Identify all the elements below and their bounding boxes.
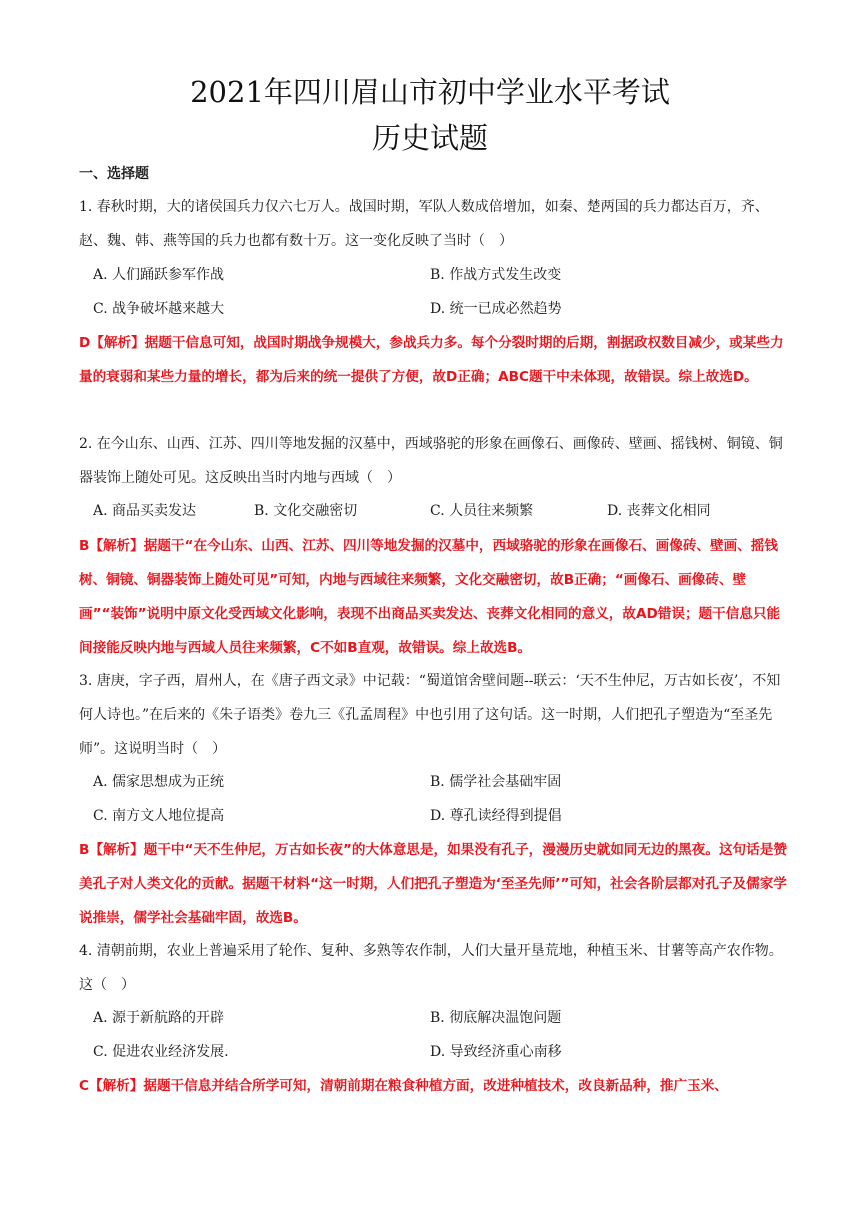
- question-1-option-a: A. 人们踊跃参军作战: [93, 267, 225, 283]
- question-1-analysis: D【解析】据题干信息可知，战国时期战争规模大，参战兵力多。每个分裂时期的后期，割据政权数目减少，或某些力量的衰弱和某些力量的增长，都为后来的统一提供了方便，故D正确；ABC题干中未体现，故错误。综上故选D。: [79, 335, 784, 385]
- document-title: 2021年四川眉山市初中学业水平考试: [190, 75, 670, 109]
- question-4-option-c: C. 促进农业经济发展.: [93, 1044, 229, 1060]
- question-4-option-d: D. 导致经济重心南移: [430, 1044, 562, 1060]
- question-2-option-d: D. 丧葬文化相同: [607, 503, 711, 519]
- question-1-option-c: C. 战争破坏越来越大: [93, 301, 225, 317]
- question-3-option-d: D. 尊孔读经得到提倡: [430, 808, 562, 824]
- question-3-analysis: B【解析】题干中“天不生仲尼，万古如长夜”的大体意思是，如果没有孔子，漫漫历史就如同无边的黑夜。这句话是赞美孔子对人类文化的贡献。据题干材料“这一时期，人们把孔子塑造为‘至圣先师’”可知，社会各阶层都对孔子及儒家学说推崇，儒学社会基础牢固，故选B。: [79, 842, 787, 926]
- question-2-option-a: A. 商品买卖发达: [93, 503, 197, 519]
- document-subtitle: 历史试题: [371, 121, 488, 155]
- question-4-stem: 4. 清朝前期，农业上普遍采用了轮作、复种、多熟等农作制，人们大量开垦荒地，种植玉米、甘薯等高产农作物。这（ ）: [79, 943, 783, 993]
- question-3-option-c: C. 南方文人地位提高: [93, 808, 225, 824]
- section-heading: 一、选择题: [79, 166, 149, 182]
- question-3-option-b: B. 儒学社会基础牢固: [430, 774, 562, 790]
- question-4-option-a: A. 源于新航路的开辟: [93, 1010, 225, 1026]
- question-2-option-b: B. 文化交融密切: [254, 503, 358, 519]
- question-2-analysis: B【解析】据题干“在今山东、山西、江苏、四川等地发掘的汉墓中，西域骆驼的形象在画像石、画像砖、壁画、摇钱树、铜镜、铜器装饰上随处可见”可知，内地与西域往来频繁，文化交融密切，故B正确；“画像石、画像砖、壁画”“装饰”说明中原文化受西域文化影响，表现不出商品买卖发达、丧葬文化相同的意义，故AD错误；题干信息只能间接能反映内地与西域人员往来频繁，C不如B直观，故错误。综上故选B。: [79, 538, 781, 656]
- question-3-option-a: A. 儒家思想成为正统: [93, 774, 225, 790]
- question-1-stem: 1. 春秋时期，大的诸侯国兵力仅六七万人。战国时期，军队人数成倍增加，如秦、楚两国的兵力都达百万，齐、赵、魏、韩、燕等国的兵力也都有数十万。这一变化反映了当时（ ）: [79, 199, 769, 249]
- question-1-option-b: B. 作战方式发生改变: [430, 267, 562, 283]
- question-3-stem: 3. 唐庚，字子西，眉州人，在《唐子西文录》中记载：“蜀道馆舍壁间题--联云：‘天不生仲尼，万古如长夜’，不知何人诗也。”在后来的《朱子语类》卷九三《孔孟周程》中也引用了这句话。这一时期，人们把孔子塑造为“至圣先师”。这说明当时（ ）: [79, 673, 781, 757]
- question-2-stem: 2. 在今山东、山西、江苏、四川等地发掘的汉墓中，西域骆驼的形象在画像石、画像砖、壁画、摇钱树、铜镜、铜器装饰上随处可见。这反映出当时内地与西域（ ）: [79, 436, 783, 486]
- question-1-option-d: D. 统一已成必然趋势: [430, 301, 562, 317]
- question-4-option-b: B. 彻底解决温饱问题: [430, 1010, 562, 1026]
- question-4-analysis: C【解析】据题干信息并结合所学可知，清朝前期在粮食种植方面，改进种植技术，改良新品种，推广玉米、: [79, 1078, 728, 1094]
- question-2-option-c: C. 人员往来频繁: [430, 503, 534, 519]
